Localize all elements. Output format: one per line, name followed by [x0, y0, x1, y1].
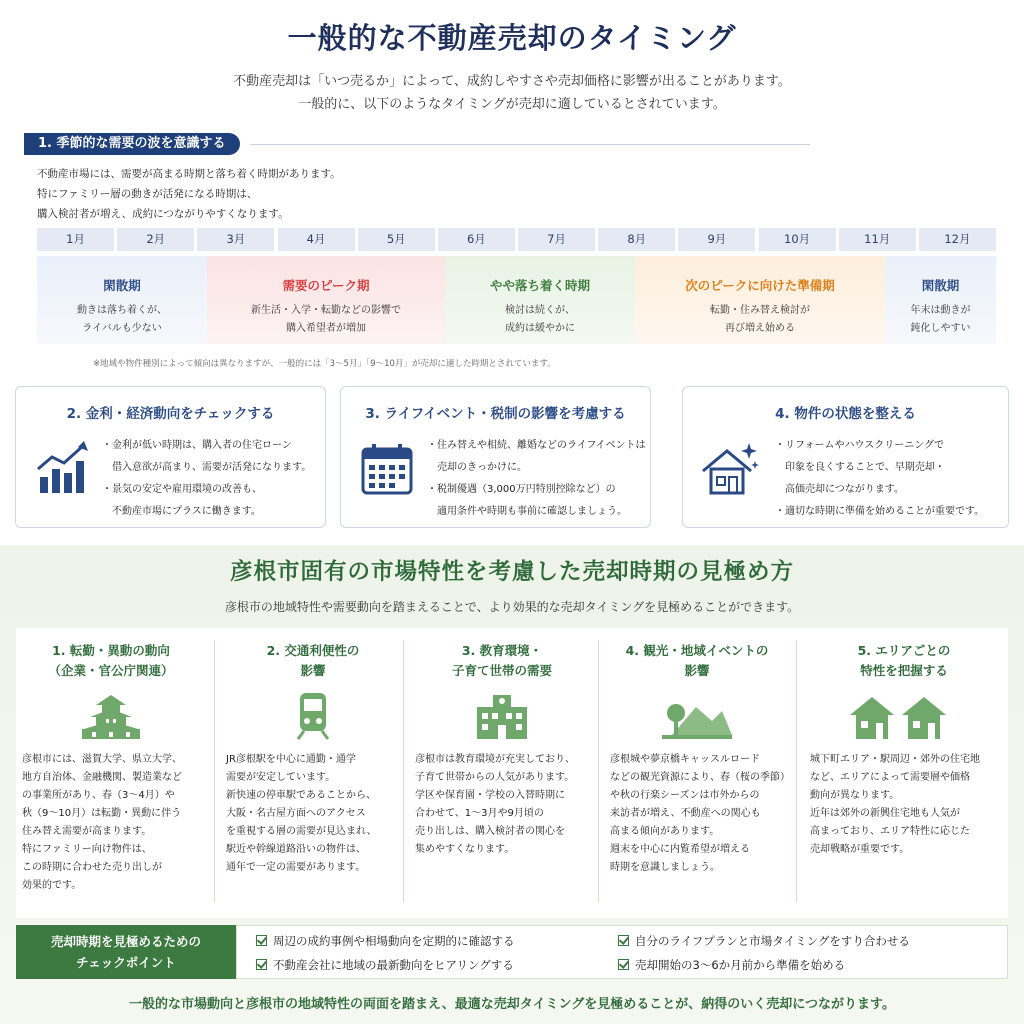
col-5-line-5: 高まっており、エリア特性に応じた: [810, 826, 970, 837]
season-3-desc-1: 検討は続くが、: [505, 305, 575, 316]
col-5-line-3: 動向が異なります。: [810, 790, 900, 801]
season-4-name: 次のピークに向けた準備期: [685, 278, 835, 293]
col-5-line-1: 城下町エリア・駅周辺・郊外の住宅地: [810, 754, 980, 765]
bar-chart-icon: [32, 439, 92, 499]
section1-line-3: 購入検討者が増え、成約につながりやすくなります。: [37, 208, 289, 220]
season-5-desc-1: 年末は動きが: [910, 305, 971, 316]
column-divider-1: [214, 640, 215, 902]
season-1-desc-2: ライバルも少ない: [82, 323, 162, 334]
section1-heading: 1. 季節的な需要の波を意識する: [24, 133, 240, 155]
col-1-title-1: 1. 転勤・異動の動向: [52, 643, 170, 658]
col-5-line-4: 近年は郊外の新興住宅地も人気が: [810, 808, 960, 819]
house-sparkle-icon: [699, 439, 759, 499]
checkpoint-heading-1: 売却時期を見極めるための: [50, 934, 201, 949]
train-icon: [278, 691, 348, 741]
col-4-line-5: 高まる傾向があります。: [610, 826, 720, 837]
checkbox-icon: [618, 935, 629, 946]
checkbox-icon: [618, 959, 629, 970]
col-2-line-5: を重視する層の需要が見込まれ、: [226, 826, 377, 837]
castle-icon: [76, 691, 146, 741]
checkpoint-item: [256, 933, 515, 949]
col-3-line-4: 合わせて、1～3月や9月頃の: [415, 808, 544, 819]
checkpoint-text: 自分のライフプランと市場タイミングをすり合わせる: [635, 934, 910, 948]
card-4-line-4: ・適切な時期に準備を始めることが重要です。: [775, 506, 985, 517]
col-3-title-1: 3. 教育環境・: [461, 643, 543, 658]
season-1-name: 閑散期: [103, 278, 141, 293]
month-label: 9月: [678, 228, 755, 251]
card-4-title: 4. 物件の状態を整える: [775, 406, 916, 422]
col-4-title-1: 4. 観光・地域イベントの: [625, 643, 769, 658]
intro-line-1: 不動産売却は「いつ売るか」によって、成約しやすさや売却価格に影響が出ることがあります。: [233, 74, 791, 89]
season-4-desc-2: 再び増え始める: [725, 323, 795, 334]
col-4-line-3: や秋の行楽シーズンは市外からの: [610, 790, 760, 801]
school-icon: [467, 691, 537, 741]
column-divider-2: [403, 640, 404, 902]
card-property-condition: [682, 386, 1009, 528]
col-3-line-2: 子育て世帯からの人気があります。: [415, 772, 575, 783]
season-4: [635, 256, 885, 344]
col-1-line-2: 地方自治体、金融機関、製造業など: [22, 772, 182, 783]
col-2-line-6: 駅近や幹線道路沿いの物件は、: [226, 844, 366, 855]
col-3-line-1: 彦根市は教育環境が充実しており、: [415, 754, 575, 765]
col-5-title-2: 特性を把握する: [860, 663, 948, 678]
col-2-line-7: 通年で一定の需要があります。: [226, 862, 366, 873]
card-3-title: 3. ライフイベント・税制の影響を考慮する: [365, 406, 626, 422]
col-2-title-1: 2. 交通利便性の: [266, 643, 360, 658]
section1-divider: [250, 144, 810, 145]
intro-line-2: 一般的に、以下のようなタイミングが売却に適しているとされています。: [298, 97, 726, 112]
card-4-line-2: 印象を良くすることで、早期売却・: [775, 462, 945, 473]
month-label: 7月: [518, 228, 595, 251]
card-3-line-4: 適用条件や時期も事前に確認しましょう。: [427, 506, 627, 517]
card-2-title: 2. 金利・経済動向をチェックする: [66, 406, 275, 422]
month-label: 11月: [839, 228, 916, 251]
col-4-line-2: などの観光資源により、春（桜の季節）: [610, 772, 790, 783]
card-2-line-4: 不動産市場にプラスに働きます。: [102, 506, 261, 517]
col-2-line-3: 新快速の停車駅であることから、: [226, 790, 376, 801]
hikone-col-3: [407, 633, 597, 909]
season-1-desc-1: 動きは落ち着くが、: [77, 305, 167, 316]
column-divider-4: [796, 640, 797, 902]
month-label: 12月: [919, 228, 996, 251]
col-3-title-2: 子育て世帯の需要: [451, 663, 552, 678]
hikone-subtitle: 彦根市の地域特性や需要動向を踏まえることで、より効果的な売却タイミングを見極めることができます。: [224, 600, 800, 614]
col-4-line-1: 彦根城や夢京橋キャッスルロード: [610, 754, 760, 765]
col-1-line-6: 特にファミリー向け物件は、: [22, 844, 152, 855]
hikone-col-1: [16, 633, 206, 909]
season-5-desc-2: 鈍化しやすい: [910, 323, 971, 334]
card-4-line-3: 高価売却につながります。: [775, 484, 904, 495]
card-interest-rates: [15, 386, 326, 528]
season-2: [207, 256, 445, 344]
card-2-line-2: 借入意欲が高まり、需要が活発になります。: [102, 462, 312, 473]
page-title: 一般的な不動産売却のタイミング: [287, 21, 737, 55]
month-label: 5月: [358, 228, 435, 251]
hikone-col-5: [800, 633, 1008, 909]
hikone-title: 彦根市固有の市場特性を考慮した売却時期の見極め方: [229, 559, 794, 585]
season-1: [37, 256, 207, 344]
season-4-desc-1: 転勤・住み替え検討が: [710, 305, 810, 316]
col-2-title-2: 影響: [300, 663, 326, 678]
checkpoint-item: [256, 957, 514, 973]
card-life-events: [340, 386, 651, 528]
season-2-desc-1: 新生活・入学・転勤などの影響で: [251, 305, 401, 316]
col-5-line-2: など、エリアによって需要層や価格: [810, 772, 970, 783]
checkbox-icon: [256, 935, 267, 946]
checkpoint-item: [618, 957, 845, 973]
season-note: ※地域や物件種別によって傾向は異なりますが、一般的には「3～5月」「9～10月」が売却に適した時期とされています。: [93, 359, 556, 369]
checkpoint-heading: [16, 925, 236, 979]
checkbox-icon: [256, 959, 267, 970]
col-1-line-5: 住み替え需要が高まります。: [22, 826, 152, 837]
card-2-line-3: ・景気の安定や雇用環境の改善も、: [102, 484, 262, 495]
season-2-desc-2: 購入希望者が増加: [286, 323, 366, 334]
houses-icon: [848, 691, 948, 741]
col-3-line-3: 学区や保育園・学校の入替時期に: [415, 790, 565, 801]
card-3-line-3: ・税制優遇（3,000万円特別控除など）の: [427, 484, 616, 495]
col-1-line-3: の事業所があり、春（3～4月）や: [22, 790, 175, 801]
col-3-line-5: 売り出しは、購入検討者の関心を: [415, 826, 565, 837]
col-2-line-2: 需要が安定しています。: [226, 772, 336, 783]
col-1-line-4: 秋（9～10月）は転勤・異動に伴う: [22, 808, 182, 819]
checkpoint-text: 周辺の成約事例や相場動向を定期的に確認する: [273, 934, 515, 948]
season-3: [445, 256, 635, 344]
month-label: 3月: [197, 228, 274, 251]
section1-line-1: 不動産市場には、需要が高まる時期と落ち着く時期があります。: [37, 168, 341, 180]
season-2-name: 需要のピーク期: [282, 278, 370, 293]
col-4-line-7: 時期を意識しましょう。: [610, 862, 720, 873]
section1-line-2: 特にファミリー層の動きが活発になる時期は、: [37, 188, 258, 200]
month-label: 4月: [278, 228, 355, 251]
season-5: [885, 256, 996, 344]
hikone-col-4: [602, 633, 792, 909]
month-label: 8月: [598, 228, 675, 251]
month-label: 6月: [438, 228, 515, 251]
card-3-line-1: ・住み替えや相続、離婚などのライフイベントは: [427, 440, 646, 451]
card-4-line-1: ・リフォームやハウスクリーニングで: [775, 440, 944, 451]
hikone-col-2: [218, 633, 408, 909]
season-5-name: 閑散期: [921, 278, 960, 293]
col-5-title-1: 5. エリアごとの: [857, 643, 951, 658]
closing-statement: 一般的な市場動向と彦根市の地域特性の両面を踏まえ、最適な売却タイミングを見極めることが、納得のいく売却につながります。: [129, 997, 895, 1012]
card-2-line-1: ・金利が低い時期は、購入者の住宅ローン: [102, 440, 292, 451]
season-3-name: やや落ち着く時期: [489, 278, 590, 293]
checkpoint-text: 不動産会社に地域の最新動向をヒアリングする: [273, 958, 514, 972]
col-2-line-4: 大阪・名古屋方面へのアクセス: [226, 808, 366, 819]
season-3-desc-2: 成約は緩やかに: [505, 323, 575, 334]
col-4-line-4: 来訪者が増え、不動産への関心も: [610, 808, 761, 819]
card-3-line-2: 売却のきっかけに。: [427, 462, 527, 473]
checkpoint-text: 売却開始の3～6か月前から準備を始める: [635, 958, 846, 972]
col-1-line-8: 効果的です。: [22, 880, 82, 891]
col-4-title-2: 影響: [684, 663, 710, 678]
checkpoint-heading-2: チェックポイント: [76, 955, 176, 970]
col-3-line-6: 集めやすくなります。: [415, 844, 515, 855]
col-1-title-2: （企業・官公庁関連）: [48, 663, 174, 678]
col-4-line-6: 週末を中心に内覧希望が増える: [610, 844, 750, 855]
month-label: 1月: [37, 228, 114, 251]
month-label: 2月: [117, 228, 194, 251]
checkpoint-item: [618, 933, 910, 949]
landscape-icon: [642, 691, 752, 741]
col-2-line-1: JR彦根駅を中心に通勤・通学: [226, 754, 356, 765]
column-divider-3: [598, 640, 599, 902]
col-1-line-7: この時期に合わせた売り出しが: [22, 862, 162, 873]
month-label: 10月: [759, 228, 836, 251]
col-1-line-1: 彦根市には、滋賀大学、県立大学、: [22, 754, 182, 765]
col-5-line-6: 売却戦略が重要です。: [810, 844, 910, 855]
calendar-icon: [357, 439, 417, 499]
